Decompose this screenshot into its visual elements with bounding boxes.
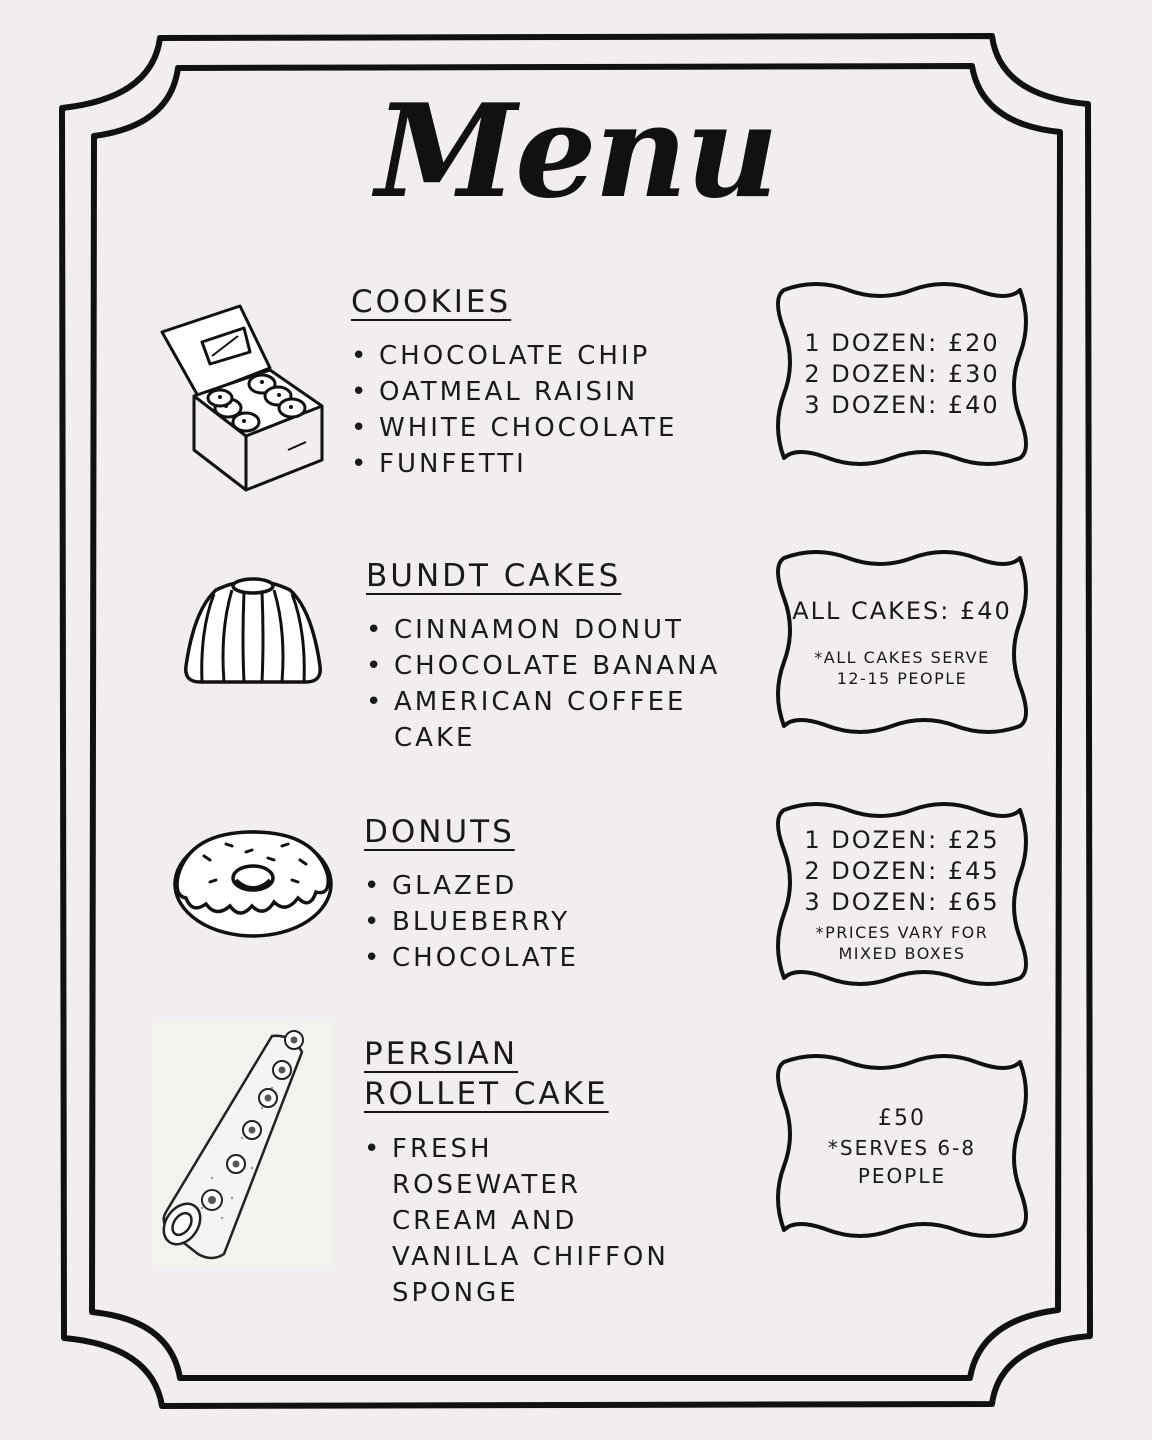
price-note: *SERVES 6-8 PEOPLE <box>827 1135 977 1188</box>
list-item: • CHOCOLATE CHIP <box>351 338 731 374</box>
bundt-cake-icon <box>180 570 326 686</box>
price-note: *ALL CAKES SERVE 12-15 PEOPLE <box>814 647 990 688</box>
item-list <box>366 612 746 756</box>
list-item: • FRESH ROSEWATER CREAM AND VANILLA CHIFFON SPONGE <box>364 1131 692 1311</box>
price-line: 3 DOZEN: £65 <box>804 887 1000 916</box>
list-item: • BLUEBERRY <box>364 904 744 940</box>
price-line: 1 DOZEN: £20 <box>804 328 1000 357</box>
roll-cake-image <box>152 1018 334 1270</box>
price-box-bundt-cakes <box>774 548 1030 736</box>
section-bundt-cakes <box>366 556 746 756</box>
section-heading: BUNDT CAKES <box>366 558 622 594</box>
list-item: • FUNFETTI <box>351 446 731 482</box>
price-line: 2 DOZEN: £30 <box>804 359 1000 388</box>
price-line: 1 DOZEN: £25 <box>804 825 1000 854</box>
price-box-persian-rollet-cake <box>774 1052 1030 1240</box>
list-item: • CHOCOLATE <box>364 940 744 976</box>
price-line: ALL CAKES: £40 <box>792 596 1012 625</box>
price-line: 3 DOZEN: £40 <box>804 390 1000 419</box>
donut-icon <box>170 826 336 942</box>
section-heading: DONUTS <box>364 814 515 850</box>
list-item: • CINNAMON DONUT <box>366 612 746 648</box>
item-list <box>364 1131 724 1311</box>
list-item: • WHITE CHOCOLATE <box>351 410 731 446</box>
price-box-donuts <box>774 800 1030 988</box>
section-persian-rollet-cake <box>364 1034 724 1311</box>
price-line: 2 DOZEN: £45 <box>804 856 1000 885</box>
section-heading: COOKIES <box>351 284 512 320</box>
price-line: £50 <box>878 1105 926 1131</box>
list-item: • OATMEAL RAISIN <box>351 374 731 410</box>
section-cookies <box>351 282 731 482</box>
price-box-cookies <box>774 280 1030 468</box>
list-item: • AMERICAN COFFEE CAKE <box>366 684 746 756</box>
list-item: • GLAZED <box>364 868 744 904</box>
item-list <box>364 868 744 976</box>
item-list <box>351 338 731 482</box>
price-note: *PRICES VARY FOR MIXED BOXES <box>815 922 989 963</box>
menu-title: Menu <box>375 77 777 227</box>
cookie-box-icon <box>158 300 330 496</box>
list-item: • CHOCOLATE BANANA <box>366 648 746 684</box>
section-donuts <box>364 812 744 976</box>
section-heading: PERSIAN ROLLET CAKE <box>364 1036 609 1113</box>
